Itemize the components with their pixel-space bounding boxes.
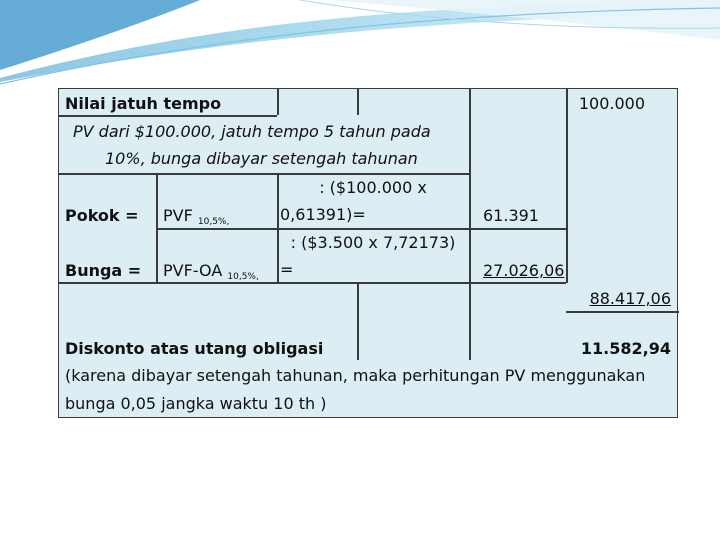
bunga-rate: 10,5%, xyxy=(227,272,259,282)
diskonto-value: 11.582,94 xyxy=(580,339,671,358)
pokok-label: Pokok = xyxy=(65,206,139,225)
header-swoosh-decoration xyxy=(0,0,720,90)
pokok-rate: 10,5%, xyxy=(197,217,230,227)
pokok-factor: PVF $_{10,5\%,}$ xyxy=(163,206,230,227)
calculation-table xyxy=(58,88,678,418)
nilai-jatuh-tempo-value: 100.000 xyxy=(578,94,645,113)
pv-description-line2: 10%, bunga dibayar setengah tahunan xyxy=(105,149,418,168)
bunga-factor: PVF-OA $_{10,5\%,}$ xyxy=(163,261,259,282)
diskonto-note-line2: bunga 0,05 jangka waktu 10 th ) xyxy=(65,394,327,413)
nilai-jatuh-tempo-label: Nilai jatuh tempo xyxy=(65,94,222,113)
pokok-calc-line2: 0,61391)= xyxy=(280,205,366,224)
bunga-amount: 27.026,06 xyxy=(483,261,565,280)
pv-description-line1: PV dari $100.000, jatuh tempo 5 tahun pada xyxy=(73,122,431,141)
bunga-label: Bunga = xyxy=(65,261,142,280)
bunga-calc-line2: = xyxy=(280,260,294,279)
pokok-calc-line1: : ($100.000 x xyxy=(319,178,427,197)
bunga-calc-line1: : ($3.500 x 7,72173) xyxy=(290,233,456,252)
diskonto-label: Diskonto atas utang obligasi xyxy=(65,339,324,358)
total-pv-value: 88.417,06 xyxy=(589,289,671,308)
diskonto-note-line1: (karena dibayar setengah tahunan, maka perhitungan PV menggunakan xyxy=(65,366,646,385)
pokok-amount: 61.391 xyxy=(483,206,539,225)
